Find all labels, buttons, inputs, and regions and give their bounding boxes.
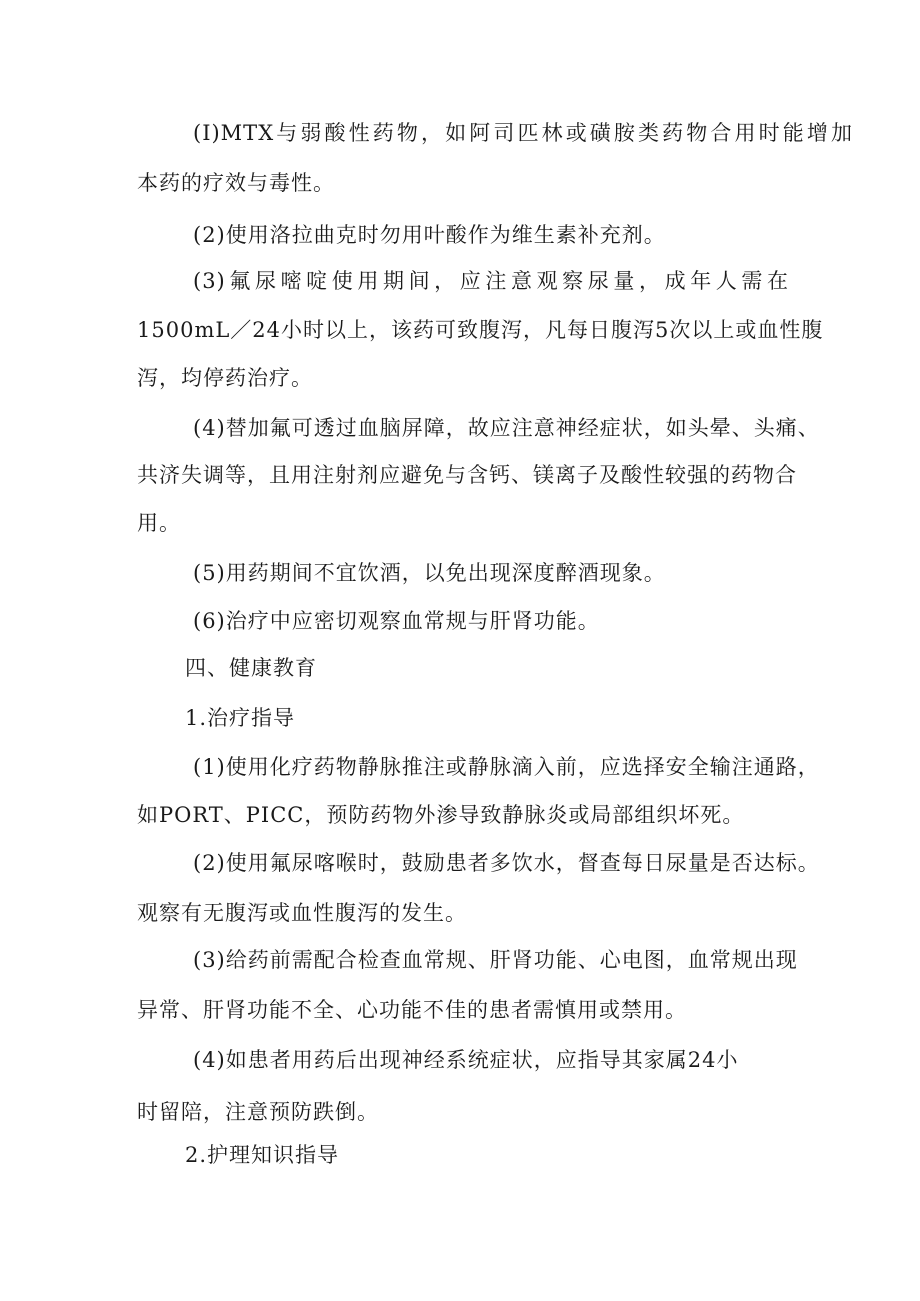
paragraph-line: (4)替加氟可透过血脑屏障，故应注意神经症状，如头晕、头痛、 — [193, 416, 820, 440]
paragraph-line: 共济失调等，且用注射剂应避免与含钙、镁离子及酸性较强的药物合 — [137, 463, 797, 487]
paragraph-line: 用。 — [137, 511, 181, 535]
paragraph-line: 1500mL／24小时以上，该药可致腹泻，凡每日腹泻5次以上或血性腹 — [137, 318, 824, 342]
paragraph-line: (2)使用洛拉曲克时勿用叶酸作为维生素补充剂。 — [193, 223, 666, 247]
paragraph-line: 观察有无腹泻或血性腹泻的发生。 — [137, 901, 467, 925]
paragraph-line: (1)使用化疗药物静脉推注或静脉滴入前，应选择安全输注通路， — [193, 755, 820, 779]
section-heading: 四、健康教育 — [185, 656, 317, 680]
paragraph-line: (4)如患者用药后出现神经系统症状，应指导其家属24小 — [193, 1048, 739, 1072]
paragraph-line: (3)给药前需配合检查血常规、肝肾功能、心电图，血常规出现 — [193, 948, 798, 972]
paragraph-line: (6)治疗中应密切观察血常规与肝肾功能。 — [193, 609, 600, 633]
subsection-heading: 1.治疗指导 — [185, 706, 296, 730]
paragraph-line: 泻，均停药治疗。 — [137, 366, 313, 390]
paragraph-line: (I)MTX与弱酸性药物，如阿司匹林或磺胺类药物合用时能增加 — [193, 121, 853, 145]
paragraph-line: 本药的疗效与毒性。 — [137, 171, 335, 195]
subsection-heading: 2.护理知识指导 — [185, 1143, 340, 1167]
paragraph-line: (5)用药期间不宜饮酒，以免出现深度醉酒现象。 — [193, 561, 666, 585]
paragraph-line: (3)氟尿嘧啶使用期间，应注意观察尿量，成年人需在 — [193, 269, 789, 293]
paragraph-line: 异常、肝肾功能不全、心功能不佳的患者需慎用或禁用。 — [137, 998, 687, 1022]
paragraph-line: (2)使用氟尿喀喉时，鼓励患者多饮水，督查每日尿量是否达标。 — [193, 851, 820, 875]
paragraph-line: 如PORT、PICC，预防药物外渗导致静脉炎或局部组织坏死。 — [137, 803, 745, 827]
paragraph-line: 时留陪，注意预防跌倒。 — [137, 1100, 379, 1124]
